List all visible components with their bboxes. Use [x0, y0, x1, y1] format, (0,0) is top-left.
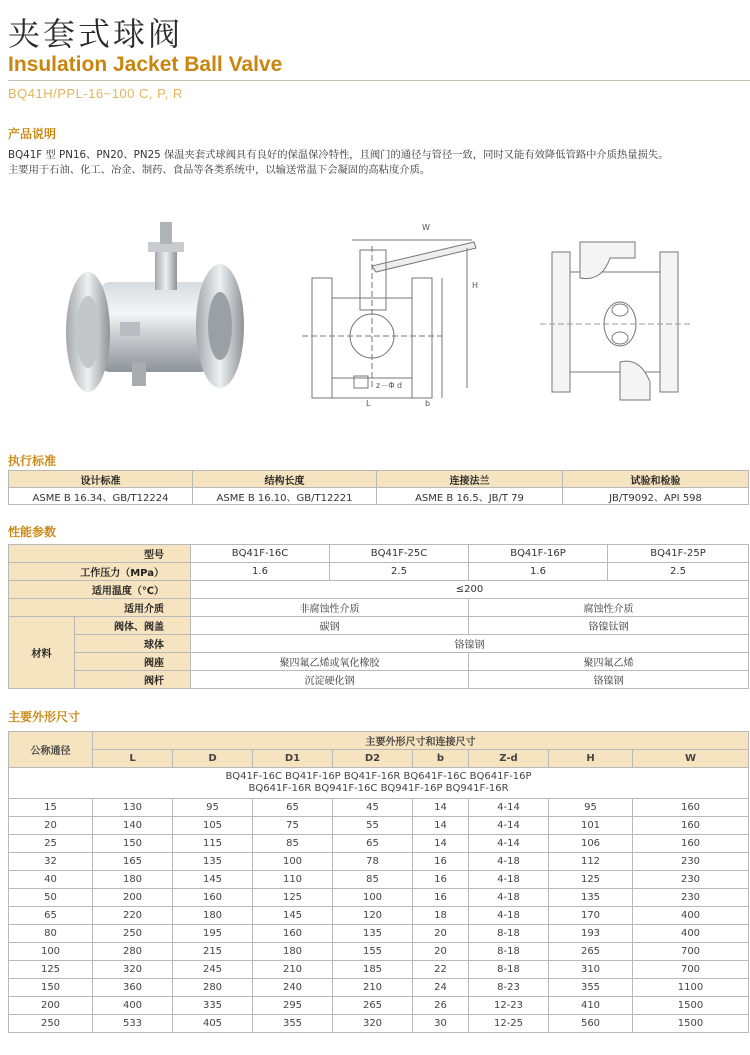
dim-cell-h: 310	[549, 961, 633, 979]
dim-cell-d1: 180	[253, 943, 333, 961]
perf-ball-label: 球体	[75, 635, 191, 653]
dim-cell-d2: 120	[333, 907, 413, 925]
dim-col-l: L	[93, 750, 173, 768]
dim-cell-d1: 100	[253, 853, 333, 871]
table-row	[9, 853, 749, 871]
dim-col-h: H	[549, 750, 633, 768]
table-row	[9, 961, 749, 979]
intro-line-2: 主要用于石油、化工、冶金、制药、食品等各类系统中，以输送常温下会凝固的高粘度介质。	[8, 164, 431, 176]
dim-cell-h: 193	[549, 925, 633, 943]
dim-cell-b: 24	[413, 979, 469, 997]
table-row	[9, 817, 749, 835]
label-w: W	[422, 223, 430, 232]
dim-cell-l: 200	[93, 889, 173, 907]
perf-body-label: 阀体、阀盖	[75, 617, 191, 635]
dim-cell-d1: 125	[253, 889, 333, 907]
perf-temp-label: 适用温度（℃）	[9, 581, 191, 599]
dim-cell-d: 335	[173, 997, 253, 1015]
label-b: b	[425, 399, 431, 408]
intro-line-1: BQ41F 型 PN16、PN20、PN25 保温夹套式球阀具有良好的保温保冷特性，且阀门的通径与管径一致，同时又能有效降低管路中介质热量损失。	[8, 149, 669, 161]
dim-cell-d: 245	[173, 961, 253, 979]
perf-pressure-label: 工作压力（MPa）	[9, 563, 191, 581]
dim-cell-d2: 135	[333, 925, 413, 943]
dim-cell-d1: 210	[253, 961, 333, 979]
perf-seat-1: 聚四氟乙烯或氧化橡胶	[191, 653, 469, 671]
dim-cell-d1: 240	[253, 979, 333, 997]
dim-cell-zd: 4-18	[469, 871, 549, 889]
std-value-design: ASME B 16.34、GB/T12224	[9, 488, 193, 505]
std-header-test: 试验和检验	[563, 471, 749, 488]
standards-heading: 执行标准	[8, 454, 57, 468]
dim-cell-l: 130	[93, 799, 173, 817]
dim-cell-zd: 8-18	[469, 961, 549, 979]
label-zd: z－Φ d	[376, 381, 403, 390]
perf-model-4: BQ41F-25P	[608, 545, 749, 563]
perf-medium-label: 适用介质	[9, 599, 191, 617]
dim-cell-d2: 85	[333, 871, 413, 889]
dim-cell-d2: 45	[333, 799, 413, 817]
dim-cell-d1: 65	[253, 799, 333, 817]
table-row	[9, 997, 749, 1015]
dim-cell-dn: 200	[9, 997, 93, 1015]
perf-model-label: 型号	[9, 545, 191, 563]
dim-cell-zd: 12-23	[469, 997, 549, 1015]
dim-cell-zd: 12-25	[469, 1015, 549, 1033]
dim-cell-b: 16	[413, 853, 469, 871]
dim-cell-d2: 185	[333, 961, 413, 979]
dim-cell-h: 265	[549, 943, 633, 961]
dim-col-b: b	[413, 750, 469, 768]
dim-cell-dn: 150	[9, 979, 93, 997]
dim-cell-w: 230	[633, 889, 749, 907]
section-drawing	[292, 218, 492, 408]
dim-col-d: D	[173, 750, 253, 768]
model-code: BQ41H/PPL-16~100 C, P, R	[8, 86, 183, 101]
dim-cell-d: 105	[173, 817, 253, 835]
dim-cell-zd: 8-23	[469, 979, 549, 997]
perf-medium-noncorrosive: 非腐蚀性介质	[191, 599, 469, 617]
performance-heading: 性能参数	[8, 525, 57, 539]
dim-cell-w: 160	[633, 817, 749, 835]
dim-cell-d1: 145	[253, 907, 333, 925]
table-row	[9, 943, 749, 961]
dim-dn-header: 公称通径	[9, 732, 93, 768]
dim-cell-d: 160	[173, 889, 253, 907]
table-row	[9, 835, 749, 853]
dim-cell-w: 1100	[633, 979, 749, 997]
dim-cell-h: 106	[549, 835, 633, 853]
dim-cell-d2: 320	[333, 1015, 413, 1033]
dim-models-line-1: BQ41F-16C BQ41F-16P BQ41F-16R BQ641F-16C BQ641F-16P	[225, 771, 532, 782]
dim-cell-h: 95	[549, 799, 633, 817]
std-header-design: 设计标准	[9, 471, 193, 488]
std-header-flange: 连接法兰	[377, 471, 563, 488]
perf-pressure-1: 1.6	[191, 563, 330, 581]
dim-cell-d: 405	[173, 1015, 253, 1033]
dim-cell-d2: 100	[333, 889, 413, 907]
label-l: L	[366, 399, 371, 408]
dim-cell-dn: 25	[9, 835, 93, 853]
dim-col-w: W	[633, 750, 749, 768]
dim-cell-w: 1500	[633, 997, 749, 1015]
dim-cell-w: 230	[633, 871, 749, 889]
dim-cell-zd: 4-18	[469, 889, 549, 907]
dim-group-header: 主要外形尺寸和连接尺寸	[93, 732, 749, 750]
dim-cell-d: 115	[173, 835, 253, 853]
dim-cell-d1: 110	[253, 871, 333, 889]
dim-cell-b: 14	[413, 817, 469, 835]
dim-cell-b: 16	[413, 889, 469, 907]
standards-table	[8, 470, 749, 505]
dim-cell-zd: 8-18	[469, 925, 549, 943]
std-header-length: 结构长度	[193, 471, 377, 488]
dim-cell-zd: 4-14	[469, 835, 549, 853]
dim-cell-b: 18	[413, 907, 469, 925]
perf-body-2: 铬镍钛钢	[469, 617, 749, 635]
dim-cell-dn: 80	[9, 925, 93, 943]
dim-cell-l: 360	[93, 979, 173, 997]
table-row	[9, 907, 749, 925]
dim-cell-l: 320	[93, 961, 173, 979]
dim-cell-zd: 4-14	[469, 817, 549, 835]
dim-cell-d1: 85	[253, 835, 333, 853]
dim-cell-l: 140	[93, 817, 173, 835]
perf-material-label: 材料	[9, 617, 75, 689]
std-value-flange: ASME B 16.5、JB/T 79	[377, 488, 563, 505]
dim-col-d2: D2	[333, 750, 413, 768]
perf-stem-1: 沉淀硬化钢	[191, 671, 469, 689]
dim-cell-h: 101	[549, 817, 633, 835]
perf-pressure-3: 1.6	[469, 563, 608, 581]
dim-rows	[9, 799, 749, 1033]
dim-cell-dn: 20	[9, 817, 93, 835]
dim-cell-w: 1500	[633, 1015, 749, 1033]
dim-cell-d: 195	[173, 925, 253, 943]
table-row	[9, 871, 749, 889]
dimensions-heading: 主要外形尺寸	[8, 710, 81, 724]
dim-cell-b: 14	[413, 799, 469, 817]
dim-cell-dn: 65	[9, 907, 93, 925]
page-subtitle: Insulation Jacket Ball Valve	[8, 53, 283, 76]
dim-cell-w: 230	[633, 853, 749, 871]
perf-model-3: BQ41F-16P	[469, 545, 608, 563]
dim-cell-w: 160	[633, 799, 749, 817]
dim-cell-h: 355	[549, 979, 633, 997]
intro-heading: 产品说明	[8, 127, 57, 141]
std-value-length: ASME B 16.10、GB/T12221	[193, 488, 377, 505]
dim-cell-zd: 4-14	[469, 799, 549, 817]
dim-cell-l: 533	[93, 1015, 173, 1033]
dim-cell-dn: 50	[9, 889, 93, 907]
dim-cell-w: 160	[633, 835, 749, 853]
dim-cell-w: 700	[633, 943, 749, 961]
dim-cell-b: 16	[413, 871, 469, 889]
perf-seat-label: 阀座	[75, 653, 191, 671]
dim-cell-l: 180	[93, 871, 173, 889]
dim-cell-l: 280	[93, 943, 173, 961]
dimensions-table	[8, 731, 749, 1033]
title-divider	[8, 80, 750, 81]
table-row	[9, 979, 749, 997]
dim-col-d1: D1	[253, 750, 333, 768]
dim-cell-dn: 125	[9, 961, 93, 979]
dim-cell-d: 180	[173, 907, 253, 925]
page-title: 夹套式球阀	[8, 15, 184, 53]
dim-cell-zd: 8-18	[469, 943, 549, 961]
dim-cell-w: 400	[633, 925, 749, 943]
perf-temp-value: ≤200	[191, 581, 749, 599]
table-row	[9, 925, 749, 943]
jacket-body-shape	[100, 282, 210, 372]
dim-cell-l: 400	[93, 997, 173, 1015]
dim-cell-h: 560	[549, 1015, 633, 1033]
dim-cell-h: 135	[549, 889, 633, 907]
dim-cell-h: 170	[549, 907, 633, 925]
dim-applicable-models	[9, 768, 749, 799]
perf-pressure-2: 2.5	[330, 563, 469, 581]
perf-stem-2: 铬镍钢	[469, 671, 749, 689]
dim-cell-d2: 210	[333, 979, 413, 997]
dim-cell-h: 112	[549, 853, 633, 871]
dim-cell-w: 700	[633, 961, 749, 979]
dim-cell-d2: 65	[333, 835, 413, 853]
dim-cell-h: 410	[549, 997, 633, 1015]
stem-shape	[155, 250, 177, 290]
intro-text	[8, 148, 748, 178]
table-row	[9, 1015, 749, 1033]
dim-cell-d1: 160	[253, 925, 333, 943]
dim-cell-d2: 78	[333, 853, 413, 871]
dim-cell-l: 250	[93, 925, 173, 943]
dim-cell-dn: 32	[9, 853, 93, 871]
jacket-drawing	[540, 232, 690, 410]
dim-cell-d1: 295	[253, 997, 333, 1015]
table-row	[9, 799, 749, 817]
perf-pressure-4: 2.5	[608, 563, 749, 581]
perf-model-1: BQ41F-16C	[191, 545, 330, 563]
dim-cell-d: 215	[173, 943, 253, 961]
dim-cell-d: 280	[173, 979, 253, 997]
dim-cell-b: 26	[413, 997, 469, 1015]
dim-cell-b: 22	[413, 961, 469, 979]
dim-cell-d: 95	[173, 799, 253, 817]
perf-medium-corrosive: 腐蚀性介质	[469, 599, 749, 617]
perf-seat-2: 聚四氟乙烯	[469, 653, 749, 671]
valve-photo	[60, 222, 260, 407]
dim-cell-l: 150	[93, 835, 173, 853]
perf-model-2: BQ41F-25C	[330, 545, 469, 563]
dim-col-zd: Z-d	[469, 750, 549, 768]
dim-cell-d1: 75	[253, 817, 333, 835]
dim-cell-d2: 265	[333, 997, 413, 1015]
dim-cell-l: 220	[93, 907, 173, 925]
dim-cell-b: 20	[413, 925, 469, 943]
dim-cell-d2: 55	[333, 817, 413, 835]
dim-cell-zd: 4-18	[469, 853, 549, 871]
performance-table	[8, 544, 749, 689]
dim-cell-l: 165	[93, 853, 173, 871]
dim-cell-dn: 15	[9, 799, 93, 817]
dim-cell-b: 20	[413, 943, 469, 961]
dim-cell-zd: 4-18	[469, 907, 549, 925]
std-value-test: JB/T9092、API 598	[563, 488, 749, 505]
perf-ball-value: 铬镍钢	[191, 635, 749, 653]
label-h: H	[472, 281, 479, 290]
dim-cell-h: 125	[549, 871, 633, 889]
dim-cell-d2: 155	[333, 943, 413, 961]
dim-cell-w: 400	[633, 907, 749, 925]
perf-stem-label: 阀杆	[75, 671, 191, 689]
dim-cell-b: 14	[413, 835, 469, 853]
table-row	[9, 889, 749, 907]
dim-cell-dn: 100	[9, 943, 93, 961]
dim-cell-dn: 40	[9, 871, 93, 889]
dim-cell-b: 30	[413, 1015, 469, 1033]
dim-cell-d: 145	[173, 871, 253, 889]
dim-cell-d: 135	[173, 853, 253, 871]
perf-body-1: 碳钢	[191, 617, 469, 635]
dim-models-line-2: BQ641F-16R BQ941F-16C BQ941F-16P BQ941F-16R	[248, 783, 509, 794]
dim-cell-dn: 250	[9, 1015, 93, 1033]
dim-cell-d1: 355	[253, 1015, 333, 1033]
